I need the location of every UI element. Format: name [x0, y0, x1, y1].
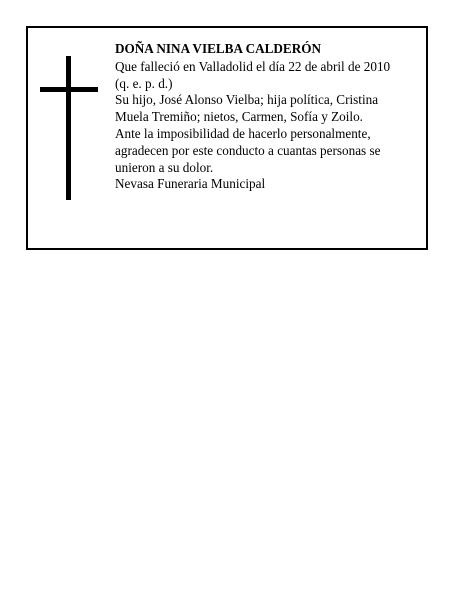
thanks-line-1: Ante la imposibilidad de hacerlo personalmente, — [115, 125, 371, 141]
cross-horizontal-bar — [40, 87, 98, 92]
deceased-name: DOÑA NINA VIELBA CALDERÓN — [115, 41, 322, 56]
rip-line: (q. e. p. d.) — [115, 75, 173, 91]
family-line-1: Su hijo, José Alonso Vielba; hija política, Cristina — [115, 92, 379, 108]
death-line: Que falleció en Valladolid el día 22 de abril de 2010 — [115, 58, 391, 74]
obituary-text — [115, 41, 415, 193]
cross-vertical-bar — [66, 56, 71, 200]
funeral-home: Nevasa Funeraria Municipal — [115, 176, 266, 192]
thanks-line-3: unieron a su dolor. — [115, 159, 214, 175]
obituary-notice — [26, 26, 428, 250]
thanks-line-2: agradecen por este conducto a cuantas personas se — [115, 142, 381, 158]
latin-cross-icon — [40, 56, 98, 200]
family-line-2: Muela Tremiño; nietos, Carmen, Sofía y Zoilo. — [115, 109, 363, 125]
